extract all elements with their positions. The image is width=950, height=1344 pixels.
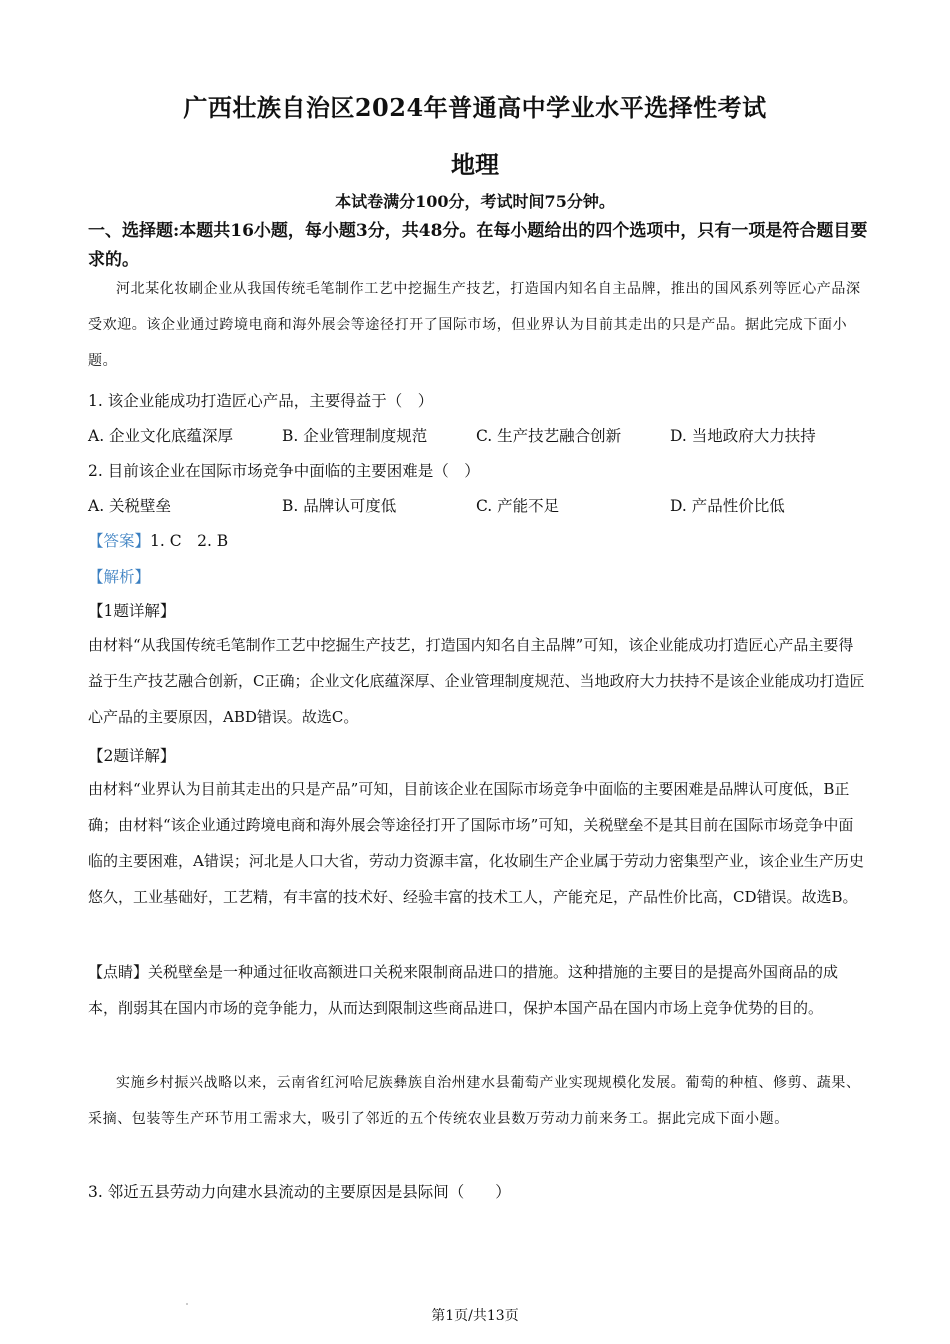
q1-option-d: D. 当地政府大力扶持 [670,427,816,445]
q1-option-b: B. 企业管理制度规范 [282,427,428,445]
q2-option-c: C. 产能不足 [476,497,560,515]
exam-title: 广西壮族自治区2024年普通高中学业水平选择性考试 [183,93,767,122]
question-3-stem: 3. 邻近五县劳动力向建水县流动的主要原因是县际间（ ） [88,1183,511,1201]
tip-text: 关税壁垒是一种通过征收高额进口关税来限制商品进口的措施。这种措施的主要目的是提高外国商品的成本，削弱其在国内市场的竞争能力，从而达到限制这些商品进口，保护本国产品在国内市场上竞争优势的目的。 [88,963,839,1017]
material-2: 实施乡村振兴战略以来，云南省红河哈尼族彝族自治州建水县葡萄产业实现规模化发展。葡萄的种植、修剪、蔬果、采摘、包装等生产环节用工需求大，吸引了邻近的五个传统农业县数万劳动力前来务工。据此完成下面小题。 [88,1075,861,1127]
answer-line [88,529,228,551]
analysis-label: 【解析】 [88,568,151,586]
question-1-stem: 1. 该企业能成功打造匠心产品，主要得益于（ ） [88,392,434,410]
tip-label: 【点睛】 [88,963,149,981]
q2-option-d: D. 产品性价比低 [670,497,785,515]
q1-option-c: C. 生产技艺融合创新 [476,427,622,445]
detail-2-text: 由材料“业界认为目前其走出的只是产品”可知，目前该企业在国际市场竞争中面临的主要困难是品牌认可度低，B正确；由材料“该企业通过跨境电商和海外展会等途径打开了国际市场”可知，关税壁垒不是其目前在国际市场竞争中面临的主要困难，A错误；河北是人口大省，劳动力资源丰富，化妆刷生产企业属于劳动力密集型产业，该企业生产历史悠久，工业基础好，工艺精，有丰富的技术好、经验丰富的技术工人，产能充足，产品性价比高，CD错误。故选B。 [88,780,864,906]
q2-option-a: A. 关税壁垒 [88,497,172,515]
detail-2-label: 【2题详解】 [88,747,176,765]
section-heading: 一、选择题:本题共16小题，每小题3分，共48分。在每小题给出的四个选项中，只有一项是符合题目要求的。 [88,221,868,270]
exam-note: 本试卷满分100分，考试时间75分钟。 [335,192,615,211]
answer-label: 【答案】 [88,532,151,550]
subject-title: 地理 [451,150,499,179]
question-2-stem: 2. 目前该企业在国际市场竞争中面临的主要困难是（ ） [88,462,480,480]
answer-text: 1. C 2. B [150,532,229,550]
detail-1-label: 【1题详解】 [88,602,176,620]
q2-option-b: B. 品牌认可度低 [282,497,397,515]
detail-1-text: 由材料“从我国传统毛笔制作工艺中挖掘生产技艺，打造国内知名自主品牌”可知，该企业能成功打造匠心产品主要得益于生产技艺融合创新，C正确；企业文化底蕴深厚、企业管理制度规范、当地政府大力扶持不是该企业能成功打造匠心产品的主要原因，ABD错误。故选C。 [88,636,865,726]
material-1: 河北某化妆刷企业从我国传统毛笔制作工艺中挖掘生产技艺，打造国内知名自主品牌，推出的国风系列等匠心产品深受欢迎。该企业通过跨境电商和海外展会等途径打开了国际市场，但业界认为目前其走出的只是产品。据此完成下面小题。 [88,281,861,369]
tip-paragraph [88,954,868,1026]
page-footer: 第1页/共13页 [431,1308,519,1324]
q1-option-a: A. 企业文化底蕴深厚 [88,427,234,445]
